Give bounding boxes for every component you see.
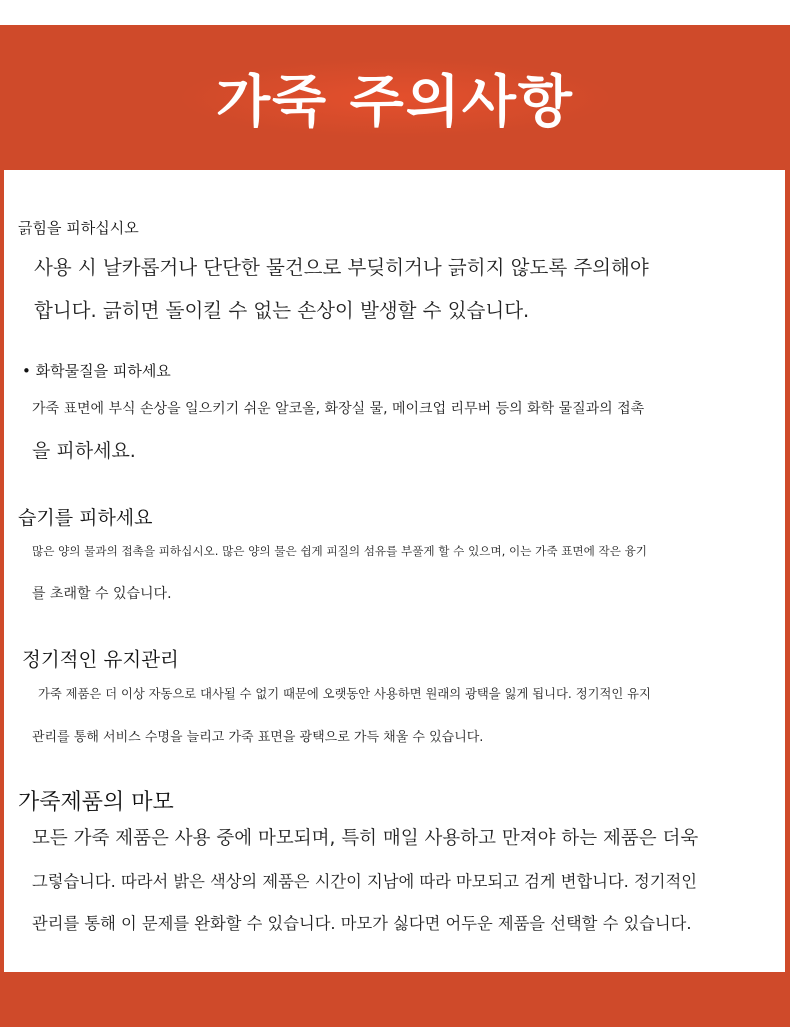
section-text-line: 관리를 통해 서비스 수명을 늘리고 가죽 표면을 광택으로 가득 채울 수 있습니다. <box>32 730 484 745</box>
section-text-line: 그렇습니다. 따라서 밝은 색상의 제품은 시간이 지남에 따라 마모되고 검게 변합니다. 정기적인 <box>32 872 697 891</box>
section-text-line: 많은 양의 물과의 접촉을 피하십시오. 많은 양의 물은 쉽게 피질의 섬유를 부풀게 할 수 있으며, 이는 가죽 표면에 작은 융기 <box>32 544 647 558</box>
section-text-line: 관리를 통해 이 문제를 완화할 수 있습니다. 마모가 싫다면 어두운 제품을 선택할 수 있습니다. <box>32 914 692 933</box>
section-heading-moisture: 습기를 피하세요 <box>18 507 153 529</box>
section-text-line: 합니다. 긁히면 돌이킬 수 없는 손상이 발생할 수 있습니다. <box>34 299 530 322</box>
page-title-banner <box>0 25 790 170</box>
section-heading-maintenance: 정기적인 유지관리 <box>22 648 179 671</box>
section-text-line: 을 피하세요. <box>32 440 136 462</box>
section-text-line: 사용 시 날카롭거나 단단한 물건으로 부딪히거나 긁히지 않도록 주의해야 <box>34 256 649 279</box>
section-text-line: 가죽 표면에 부식 손상을 일으키기 쉬운 알코올, 화장실 물, 메이크업 리무버 등의 화학 물질과의 접촉 <box>32 401 645 417</box>
page-title: 가죽 주의사항 <box>176 58 614 138</box>
section-heading-wear: 가죽제품의 마모 <box>18 790 174 815</box>
section-text-line: 를 초래할 수 있습니다. <box>32 586 172 602</box>
section-heading-chemicals: • 화학물질을 피하세요 <box>22 362 171 380</box>
section-text-line: 가죽 제품은 더 이상 자동으로 대사될 수 없기 때문에 오랫동안 사용하면 원래의 광택을 잃게 됩니다. 정기적인 유지 <box>38 687 651 701</box>
content-card <box>4 170 785 972</box>
section-heading-scratch: 긁힘을 피하십시오 <box>18 219 139 237</box>
section-text-line: 모든 가죽 제품은 사용 중에 마모되며, 특히 매일 사용하고 만져야 하는 제품은 더욱 <box>32 828 699 849</box>
